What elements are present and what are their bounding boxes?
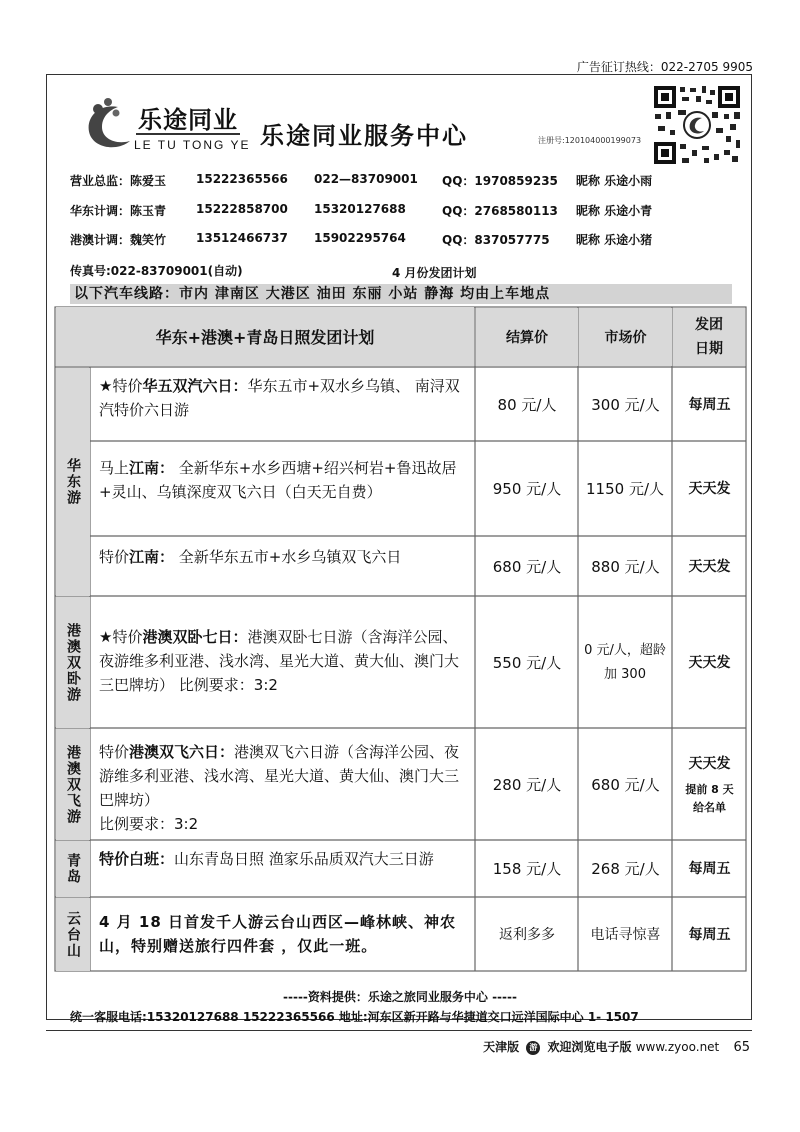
market-price: 1150 元/人: [586, 480, 664, 498]
col-header-settle-price: 结算价: [476, 308, 578, 366]
contact-nickname: 昵称 乐途小猪: [576, 233, 653, 247]
contact-role: 港澳计调：魏笑竹: [70, 233, 167, 247]
page-title: 乐途同业服务中心: [260, 122, 468, 150]
settle-price: 280 元/人: [492, 775, 562, 794]
contact-role: 营业总监：陈爱玉: [70, 174, 167, 188]
registration-number: 注册号:120104000199073: [538, 136, 642, 145]
section-label-qingdao: 青岛: [56, 841, 90, 897]
ad-hotline: 广告征订热线：022-2705 9905: [576, 60, 753, 74]
logo-divider: [136, 133, 240, 135]
market-price: 880 元/人: [591, 557, 660, 576]
col-header-market-price: 市场价: [579, 308, 672, 366]
magazine-badge-icon: 游: [526, 1041, 540, 1055]
logo-icon: [78, 93, 138, 153]
depart-date: 天天发: [688, 654, 731, 671]
contact-nickname: 昵称 乐途小雨: [576, 174, 653, 188]
settle-price: 680 元/人: [492, 557, 562, 576]
fax-text: 传真号:022-83709001(自动): [70, 264, 243, 278]
market-price: 电话寻惊喜: [590, 926, 661, 943]
section-label-yuntaishan: 云台山: [56, 898, 90, 971]
depart-date: 天天发 提前 8 天给名单: [673, 729, 746, 840]
contact-phone[interactable]: 15222858700: [196, 202, 288, 216]
tour-description: 特价江南： 全新华东五市+水乡乌镇双飞六日: [99, 548, 402, 566]
tour-description: 特价港澳双飞六日：港澳双飞六日游（含海洋公园、夜游维多利亚港、浅水湾、星光大道、黄大仙、澳门大三巴牌坊） 比例要求：3:2: [99, 743, 460, 833]
depart-date: 天天发: [688, 558, 731, 575]
qr-code-icon[interactable]: [652, 84, 742, 166]
ratio-requirement: 比例要求：3:2: [99, 815, 199, 833]
contact-phone[interactable]: 15902295764: [314, 231, 406, 245]
section-label-gangao-sleeper: 港澳双卧游: [56, 597, 90, 728]
market-price: 268 元/人: [591, 860, 660, 878]
logo-text-en: LE TU TONG YE: [134, 138, 251, 152]
contact-qq[interactable]: QQ：837057775: [442, 233, 550, 247]
depart-date-note: 提前 8 天给名单: [685, 782, 734, 814]
col-header-depart-date: 发团日期: [673, 308, 745, 366]
website-link[interactable]: www.zyoo.net: [635, 1040, 720, 1054]
plan-month: 4 月份发团计划: [392, 266, 477, 280]
section-label-huadong: 华东游: [56, 368, 90, 596]
depart-date: 每周五: [688, 926, 731, 943]
contact-phone[interactable]: 13512466737: [196, 231, 288, 245]
settle-price: 158 元/人: [492, 860, 562, 878]
tour-description: ★特价港澳双卧七日：港澳双卧七日游（含海洋公园、夜游维多利亚港、浅水湾、星光大道、黄大仙、澳门大三巴牌坊） 比例要求：3:2: [99, 628, 460, 694]
source-credit: -----资料提供：乐途之旅同业服务中心 -----: [283, 990, 517, 1004]
settle-price: 80 元/人: [497, 395, 557, 414]
page-number: 65: [733, 1040, 750, 1055]
settle-price: 550 元/人: [492, 653, 562, 672]
market-price: 300 元/人: [591, 395, 660, 414]
tour-description: 马上江南： 全新华东+水乡西塘+绍兴柯岩+鲁迅故居+灵山、乌镇深度双飞六日（白天无自费）: [99, 459, 457, 501]
welcome-text: 欢迎浏览电子版: [547, 1040, 632, 1054]
settle-price: 950 元/人: [492, 480, 562, 498]
market-price: 0 元/人，超龄加 300: [584, 642, 666, 682]
depart-date: 每周五: [688, 861, 731, 877]
tour-description: 4 月 18 日首发千人游云台山西区—峰林峡、神农山，特别赠送旅行四件套 ，仅此一班。: [99, 913, 456, 955]
contact-phone[interactable]: 022—83709001: [314, 172, 418, 186]
contact-role: 华东计调：陈玉青: [70, 204, 167, 218]
contact-phone[interactable]: 15222365566: [196, 172, 288, 186]
edition-label: 天津版: [483, 1040, 520, 1054]
route-banner: 以下汽车线路：市内 津南区 大港区 油田 东丽 小站 静海 均由上车地点: [70, 284, 732, 304]
table-title: 华东+港澳+青岛日照发团计划: [56, 307, 474, 366]
contact-phone[interactable]: 15320127688: [314, 202, 406, 216]
page-info: [483, 1038, 750, 1055]
tour-description: ★特价华五双汽六日：华东五市+双水乡乌镇、 南浔双汽特价六日游: [99, 377, 460, 419]
tour-description: 特价白班：山东青岛日照 渔家乐品质双汽大三日游: [99, 850, 434, 868]
contact-qq[interactable]: QQ：1970859235: [442, 174, 558, 188]
bottom-divider: [46, 1030, 752, 1031]
section-label-gangao-flight: 港澳双飞游: [56, 729, 90, 840]
footer-contact: 统一客服电话:15320127688 15222365566 地址:河东区新开路与华捷道交口远洋国际中心 1- 1507: [70, 1010, 639, 1024]
logo-text-cn: 乐途同业: [138, 106, 238, 134]
contact-qq[interactable]: QQ：2768580113: [442, 204, 558, 218]
depart-date: 天天发: [688, 481, 731, 497]
contact-nickname: 昵称 乐途小青: [576, 204, 653, 218]
market-price: 680 元/人: [591, 775, 660, 794]
settle-price: 返利多多: [499, 926, 555, 943]
depart-date: 每周五: [688, 396, 731, 413]
